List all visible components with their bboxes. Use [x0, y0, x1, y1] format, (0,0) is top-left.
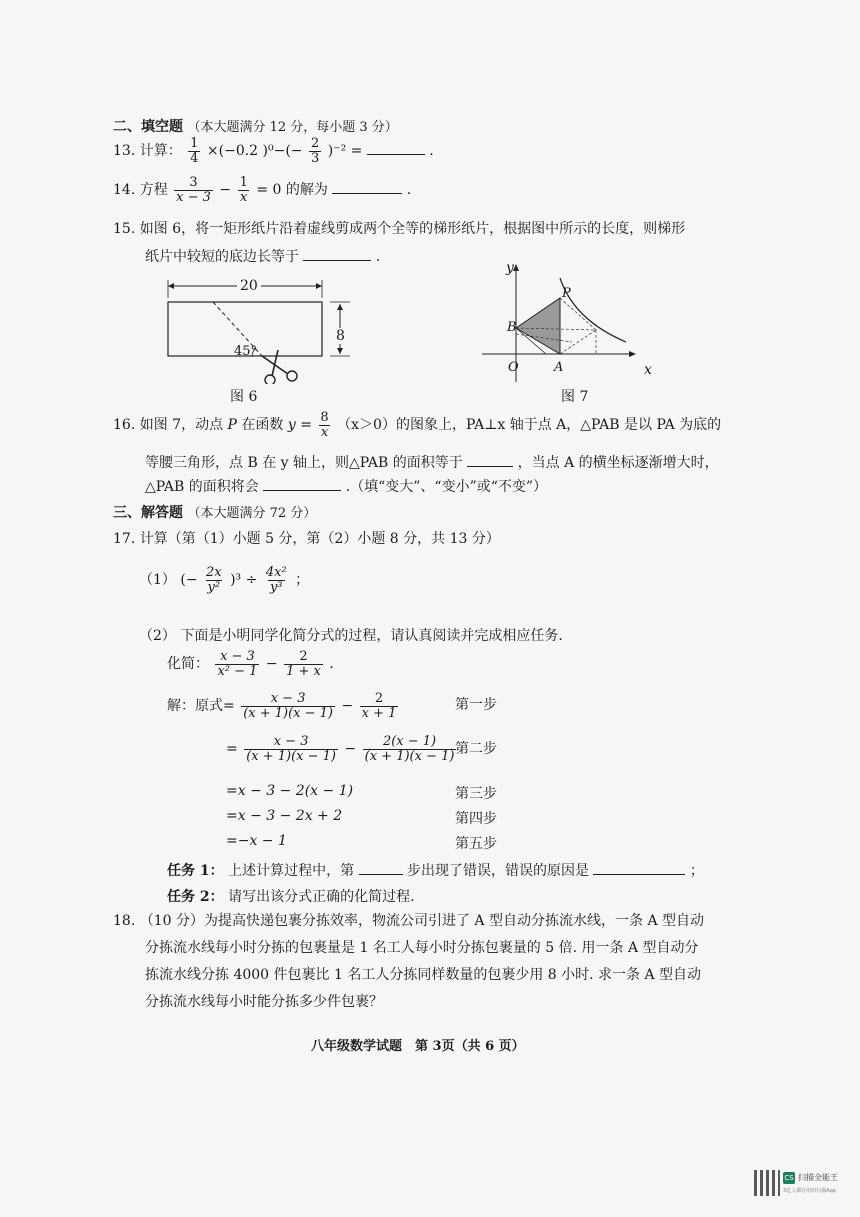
q13-fraction-1: $\frac{1}{4}$: [190, 136, 199, 166]
q17-step4: =x − 3 − 2x + 2: [226, 808, 343, 824]
fig7-x-axis-label: x: [644, 362, 652, 378]
fig7-point-a-label: A: [554, 360, 564, 375]
section3-note: （本大题满分 72 分）: [187, 506, 317, 521]
q16-number: 16.: [113, 417, 136, 434]
q17-task2: 任务 2： 请写出该分式正确的化简过程.: [167, 889, 415, 905]
question-14: 14. 方程 $\frac{3}{x - 3}$ − $\frac{1}{x}$ = 0 的解为 .: [113, 175, 412, 205]
question-16-line2: 等腰三角形，点 B 在 y 轴上，则△PAB 的面积等于 ，当点 A 的横坐标逐渐增大时，: [145, 452, 719, 472]
scanner-subtitle: 3亿人都在用的扫描App: [783, 1188, 836, 1194]
section2-heading: [113, 116, 398, 136]
q17-step2: = $\frac{x - 3}{(x + 1)(x - 1)}$ − $\frac{2(x - 1)}{(x + 1)(x - 1)}$: [226, 734, 455, 764]
scanner-name: 扫描全能王: [798, 1173, 838, 1182]
step-label-1: 第一步: [455, 697, 497, 713]
step-label-2: 第二步: [455, 741, 497, 757]
q14-prefix: 方程: [139, 182, 168, 199]
qr-code-icon: [754, 1170, 780, 1196]
question-16-line1: 16. 如图 7，动点 P 在函数 y = $\frac{8}{x}$ （x＞0）的图象上，PA⊥x 轴于点 A，△PAB 是以 PA 为底的: [113, 410, 722, 440]
q13-number: 13.: [113, 143, 136, 160]
fig6-height-label: 8: [336, 328, 345, 344]
question-18-line3: 拣流水线分拣 4000 件包裹比 1 名工人分拣同样数量的包裹少用 8 小时. 求一条 A 型自动: [145, 967, 702, 983]
q15-number: 15.: [113, 221, 136, 237]
q16-fraction: $\frac{8}{x}$: [320, 410, 329, 440]
q14-answer-blank[interactable]: [332, 179, 402, 194]
step-label-4: 第四步: [455, 811, 497, 827]
q13-fraction-2: $\frac{2}{3}$: [311, 136, 320, 166]
q17-part1: （1） (− $\frac{2x}{\text{y²}}$ )³ ÷ $\frac{\text{4x²}}{\text{y³}}$ ；: [139, 565, 310, 595]
q17-step5: =−x − 1: [226, 833, 287, 849]
q13-exponent: )⁻² =: [327, 143, 363, 160]
scissors-icon: [262, 350, 297, 384]
q17-simplify-expression: 化简： $\frac{x - 3}{\text{x² − 1}}$ − $\frac{2}{1 + x}$ .: [167, 649, 334, 679]
q15-answer-blank[interactable]: [303, 246, 371, 261]
q17-step1: 解：原式= $\frac{x - 3}{(x + 1)(x - 1)}$ − $\frac{2}{x + 1}$: [167, 691, 397, 721]
question-13: 13. 计算： $\frac{1}{4}$ ×(−0.2 )⁰−(− $\frac{2}{3}$ )⁻² = .: [113, 136, 434, 166]
q14-fraction-2: $\frac{1}{x}$: [239, 175, 248, 205]
q17-number: 17.: [113, 531, 136, 547]
question-18-line2: 分拣流水线每小时分拣的包裹量是 1 名工人每小时分拣包裹量的 5 倍. 用一条 A 型自动分: [145, 940, 699, 956]
section3-heading: [113, 502, 316, 522]
question-15-line1: 15. 如图 6，将一矩形纸片沿着虚线剪成两个全等的梯形纸片，根据图中所示的长度，则梯形: [113, 221, 686, 237]
fig6-width-label: 20: [237, 278, 261, 294]
q14-fraction-1: $\frac{3}{x - 3}$: [176, 175, 211, 205]
q13-prefix: 计算：: [139, 143, 182, 160]
question-18-line1: 18. （10 分）为提高快递包裹分拣效率，物流公司引进了 A 型自动分拣流水线，一条 A 型自动: [113, 913, 705, 929]
section3-title: 三、解答题: [113, 505, 183, 521]
question-17-heading: 17. 计算（第（1）小题 5 分，第（2）小题 8 分，共 13 分）: [113, 531, 500, 547]
q16-change-blank[interactable]: [263, 476, 341, 491]
step-label-3: 第三步: [455, 786, 497, 802]
step-label-5: 第五步: [455, 836, 497, 852]
fig7-point-b-label: B: [507, 320, 517, 335]
section2-title: 二、填空题: [113, 119, 183, 135]
question-15-line2: 纸片中较短的底边长等于 .: [145, 246, 380, 266]
q14-number: 14.: [113, 182, 136, 199]
fig7-y-axis-label: y: [506, 260, 514, 276]
scanner-logo: CS: [784, 1174, 794, 1182]
question-16-line3: △PAB 的面积将会 .（填“变大”、“变小”或“不变”）: [145, 476, 547, 496]
q18-number: 18.: [113, 913, 136, 929]
q13-middle: ×(−0.2 )⁰−(−: [206, 143, 303, 160]
task1-reason-blank[interactable]: [593, 860, 685, 875]
section2-note: （本大题满分 12 分，每小题 3 分）: [187, 120, 398, 135]
fig7-origin-label: O: [508, 360, 519, 375]
q13-answer-blank[interactable]: [367, 140, 425, 155]
q17-step3: =x − 3 − 2(x − 1): [226, 783, 354, 799]
q16-area-blank[interactable]: [467, 452, 513, 467]
fig7-point-p-label: P: [562, 286, 571, 301]
task1-step-blank[interactable]: [359, 860, 403, 875]
fig7-caption: 图 7: [561, 389, 589, 405]
question-18-line4: 分拣流水线每小时能分拣多少件包裹？: [145, 994, 383, 1010]
q14-middle: = 0 的解为: [256, 182, 328, 199]
q17-task1: 任务 1： 上述计算过程中，第 步出现了错误，错误的原因是 ；: [167, 860, 704, 880]
q17-part2: （2） 下面是小明同学化简分式的过程，请认真阅读并完成相应任务.: [139, 628, 563, 644]
page-footer: 八年级数学试题 第 3页（共 6 页）: [311, 1039, 525, 1054]
fig6-caption: 图 6: [230, 389, 258, 405]
fig6-angle-label: 45°: [234, 344, 258, 359]
